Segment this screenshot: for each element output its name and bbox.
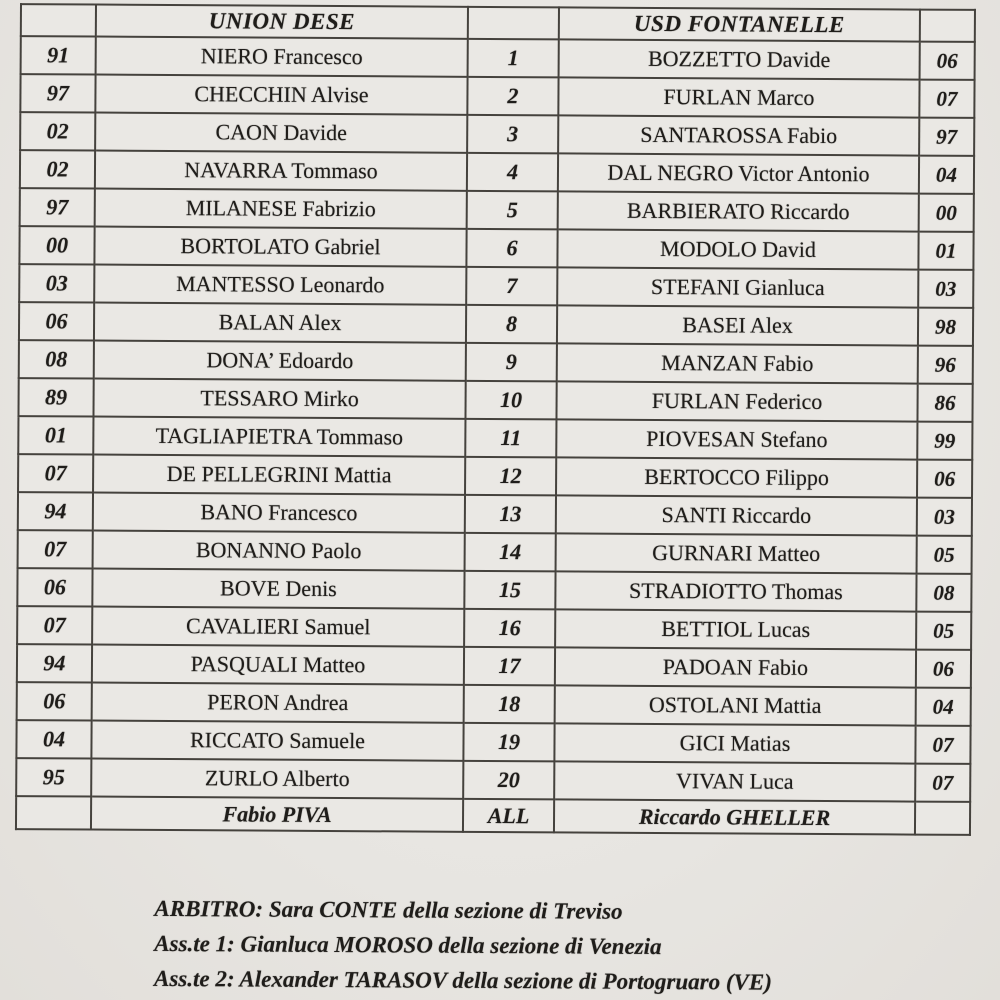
home-player-year-cell: 94 xyxy=(18,492,93,530)
roster-body xyxy=(16,36,975,802)
away-player-name-cell: FURLAN Marco xyxy=(558,77,919,117)
home-player-name-cell: TAGLIAPIETRA Tommaso xyxy=(93,417,465,457)
home-player-year-cell: 03 xyxy=(19,264,94,302)
away-player-year-cell: 06 xyxy=(917,460,972,498)
official-line: Ass.te 2: Alexander TARASOV della sezione di Portogruaro (VE) xyxy=(153,965,773,995)
home-player-name-cell: NIERO Francesco xyxy=(96,37,468,77)
away-player-name-cell: SANTAROSSA Fabio xyxy=(558,115,919,155)
home-player-year-cell: 01 xyxy=(18,416,93,454)
shirt-number-cell: 1 xyxy=(468,39,559,78)
away-player-name-cell: GURNARI Matteo xyxy=(556,533,917,573)
home-player-year-cell: 89 xyxy=(18,378,93,416)
home-player-name-cell: RICCATO Samuele xyxy=(91,721,463,761)
away-player-name-cell: STEFANI Gianluca xyxy=(557,267,918,307)
table-row xyxy=(18,492,972,536)
home-player-name-cell: BANO Francesco xyxy=(93,493,465,533)
home-player-year-cell: 07 xyxy=(17,606,92,644)
header-away-year-cell xyxy=(920,10,975,42)
home-coach-name: Fabio PIVA xyxy=(91,797,463,832)
away-player-year-cell: 07 xyxy=(915,764,970,802)
table-row xyxy=(19,264,973,308)
away-player-year-cell: 05 xyxy=(917,536,972,574)
match-officials-block xyxy=(14,890,969,1000)
away-player-name-cell: BOZZETTO Davide xyxy=(559,39,920,79)
away-coach-name: Riccardo GHELLER xyxy=(554,799,915,834)
away-player-name-cell: STRADIOTTO Thomas xyxy=(555,571,916,611)
away-player-name-cell: VIVAN Luca xyxy=(554,761,915,801)
home-player-year-cell: 08 xyxy=(19,340,94,378)
shirt-number-cell: 5 xyxy=(467,191,558,230)
table-row xyxy=(19,302,973,346)
home-player-year-cell: 06 xyxy=(17,568,92,606)
away-player-year-cell: 04 xyxy=(919,156,974,194)
shirt-number-cell: 16 xyxy=(464,609,555,648)
official-line: Ass.te 1: Gianluca MOROSO della sezione di Venezia xyxy=(154,930,662,960)
table-row xyxy=(18,530,972,574)
home-player-name-cell: BORTOLATO Gabriel xyxy=(94,227,466,267)
away-player-year-cell: 05 xyxy=(916,612,971,650)
shirt-number-cell: 14 xyxy=(465,533,556,572)
shirt-number-cell: 11 xyxy=(465,419,556,458)
home-player-name-cell: ZURLO Alberto xyxy=(91,759,463,799)
home-player-year-cell: 97 xyxy=(20,74,95,112)
away-player-name-cell: MODOLO David xyxy=(557,229,918,269)
away-player-year-cell: 98 xyxy=(918,308,973,346)
official-line: ARBITRO: Sara CONTE della sezione di Treviso xyxy=(154,895,623,924)
away-player-name-cell: BETTIOL Lucas xyxy=(555,609,916,649)
away-player-year-cell: 99 xyxy=(917,422,972,460)
table-row xyxy=(17,682,971,726)
away-player-name-cell: PADOAN Fabio xyxy=(555,647,916,687)
shirt-number-cell: 13 xyxy=(465,495,556,534)
roster-table xyxy=(15,3,976,836)
coach-role-cell: ALL xyxy=(463,799,554,833)
shirt-number-cell: 3 xyxy=(467,115,558,154)
table-row xyxy=(16,758,970,802)
table-row xyxy=(20,74,974,118)
away-player-name-cell: BASEI Alex xyxy=(557,305,918,345)
shirt-number-cell: 15 xyxy=(464,571,555,610)
away-player-year-cell: 04 xyxy=(916,688,971,726)
home-player-year-cell: 07 xyxy=(18,454,93,492)
away-player-name-cell: DAL NEGRO Victor Antonio xyxy=(558,153,919,193)
home-player-year-cell: 06 xyxy=(17,682,92,720)
away-player-year-cell: 96 xyxy=(918,346,973,384)
away-player-name-cell: BERTOCCO Filippo xyxy=(556,457,917,497)
home-player-year-cell: 91 xyxy=(21,36,96,74)
home-player-name-cell: CAON Davide xyxy=(95,113,467,153)
away-player-year-cell: 01 xyxy=(918,232,973,270)
away-player-name-cell: PIOVESAN Stefano xyxy=(556,419,917,459)
away-player-year-cell: 86 xyxy=(917,384,972,422)
match-roster-sheet xyxy=(14,3,974,1000)
shirt-number-cell: 9 xyxy=(466,343,557,382)
away-player-name-cell: BARBIERATO Riccardo xyxy=(558,191,919,231)
home-player-year-cell: 04 xyxy=(16,720,91,758)
away-player-year-cell: 97 xyxy=(919,118,974,156)
home-player-year-cell: 94 xyxy=(17,644,92,682)
home-player-year-cell: 95 xyxy=(16,758,91,796)
shirt-number-cell: 12 xyxy=(465,457,556,496)
home-player-name-cell: DONA’ Edoardo xyxy=(94,341,466,381)
roster-footer xyxy=(16,796,970,835)
home-player-name-cell: BOVE Denis xyxy=(92,569,464,609)
home-player-year-cell: 06 xyxy=(19,302,94,340)
shirt-number-cell: 18 xyxy=(464,685,555,724)
shirt-number-cell: 8 xyxy=(466,305,557,344)
header-number-cell xyxy=(468,7,559,40)
footer-home-year-cell xyxy=(16,796,91,829)
shirt-number-cell: 17 xyxy=(464,647,555,686)
home-player-name-cell: PASQUALI Matteo xyxy=(92,645,464,685)
shirt-number-cell: 20 xyxy=(463,761,554,800)
shirt-number-cell: 10 xyxy=(465,381,556,420)
footer-away-year-cell xyxy=(915,802,970,835)
home-player-name-cell: DE PELLEGRINI Mattia xyxy=(93,455,465,495)
away-player-year-cell: 07 xyxy=(919,80,974,118)
table-row xyxy=(17,644,971,688)
table-row xyxy=(19,340,973,384)
home-player-name-cell: MILANESE Fabrizio xyxy=(95,189,467,229)
coach-row xyxy=(16,796,970,835)
away-player-name-cell: GICI Matias xyxy=(554,723,915,763)
home-player-name-cell: BALAN Alex xyxy=(94,303,466,343)
away-player-name-cell: MANZAN Fabio xyxy=(557,343,918,383)
away-player-year-cell: 06 xyxy=(916,650,971,688)
header-home-year-cell xyxy=(21,4,96,36)
home-player-year-cell: 02 xyxy=(20,112,95,150)
home-player-year-cell: 07 xyxy=(18,530,93,568)
table-row xyxy=(18,378,972,422)
away-team-name: USD FONTANELLE xyxy=(559,7,920,41)
shirt-number-cell: 4 xyxy=(467,153,558,192)
home-team-name: UNION DESE xyxy=(96,5,468,39)
home-player-name-cell: BONANNO Paolo xyxy=(93,531,465,571)
away-player-year-cell: 03 xyxy=(917,498,972,536)
home-player-name-cell: PERON Andrea xyxy=(92,683,464,723)
shirt-number-cell: 2 xyxy=(467,77,558,116)
home-player-name-cell: CAVALIERI Samuel xyxy=(92,607,464,647)
table-row xyxy=(17,568,971,612)
shirt-number-cell: 19 xyxy=(463,723,554,762)
away-player-year-cell: 03 xyxy=(918,270,973,308)
home-player-name-cell: NAVARRA Tommaso xyxy=(95,151,467,191)
table-row xyxy=(18,416,972,460)
home-player-name-cell: CHECCHIN Alvise xyxy=(95,75,467,115)
away-player-year-cell: 06 xyxy=(920,42,975,80)
table-row xyxy=(20,150,974,194)
away-player-year-cell: 07 xyxy=(915,726,970,764)
shirt-number-cell: 7 xyxy=(466,267,557,306)
table-row xyxy=(17,606,971,650)
home-player-name-cell: MANTESSO Leonardo xyxy=(94,265,466,305)
away-player-name-cell: FURLAN Federico xyxy=(556,381,917,421)
table-row xyxy=(19,226,973,270)
table-row xyxy=(20,112,974,156)
away-player-year-cell: 00 xyxy=(919,194,974,232)
away-player-name-cell: OSTOLANI Mattia xyxy=(555,685,916,725)
home-player-year-cell: 00 xyxy=(19,226,94,264)
table-row xyxy=(21,36,975,80)
away-player-year-cell: 08 xyxy=(916,574,971,612)
table-row xyxy=(16,720,970,764)
home-player-name-cell: TESSARO Mirko xyxy=(93,379,465,419)
table-row xyxy=(20,188,974,232)
home-player-year-cell: 02 xyxy=(20,150,95,188)
shirt-number-cell: 6 xyxy=(466,229,557,268)
away-player-name-cell: SANTI Riccardo xyxy=(556,495,917,535)
table-row xyxy=(18,454,972,498)
home-player-year-cell: 97 xyxy=(20,188,95,226)
